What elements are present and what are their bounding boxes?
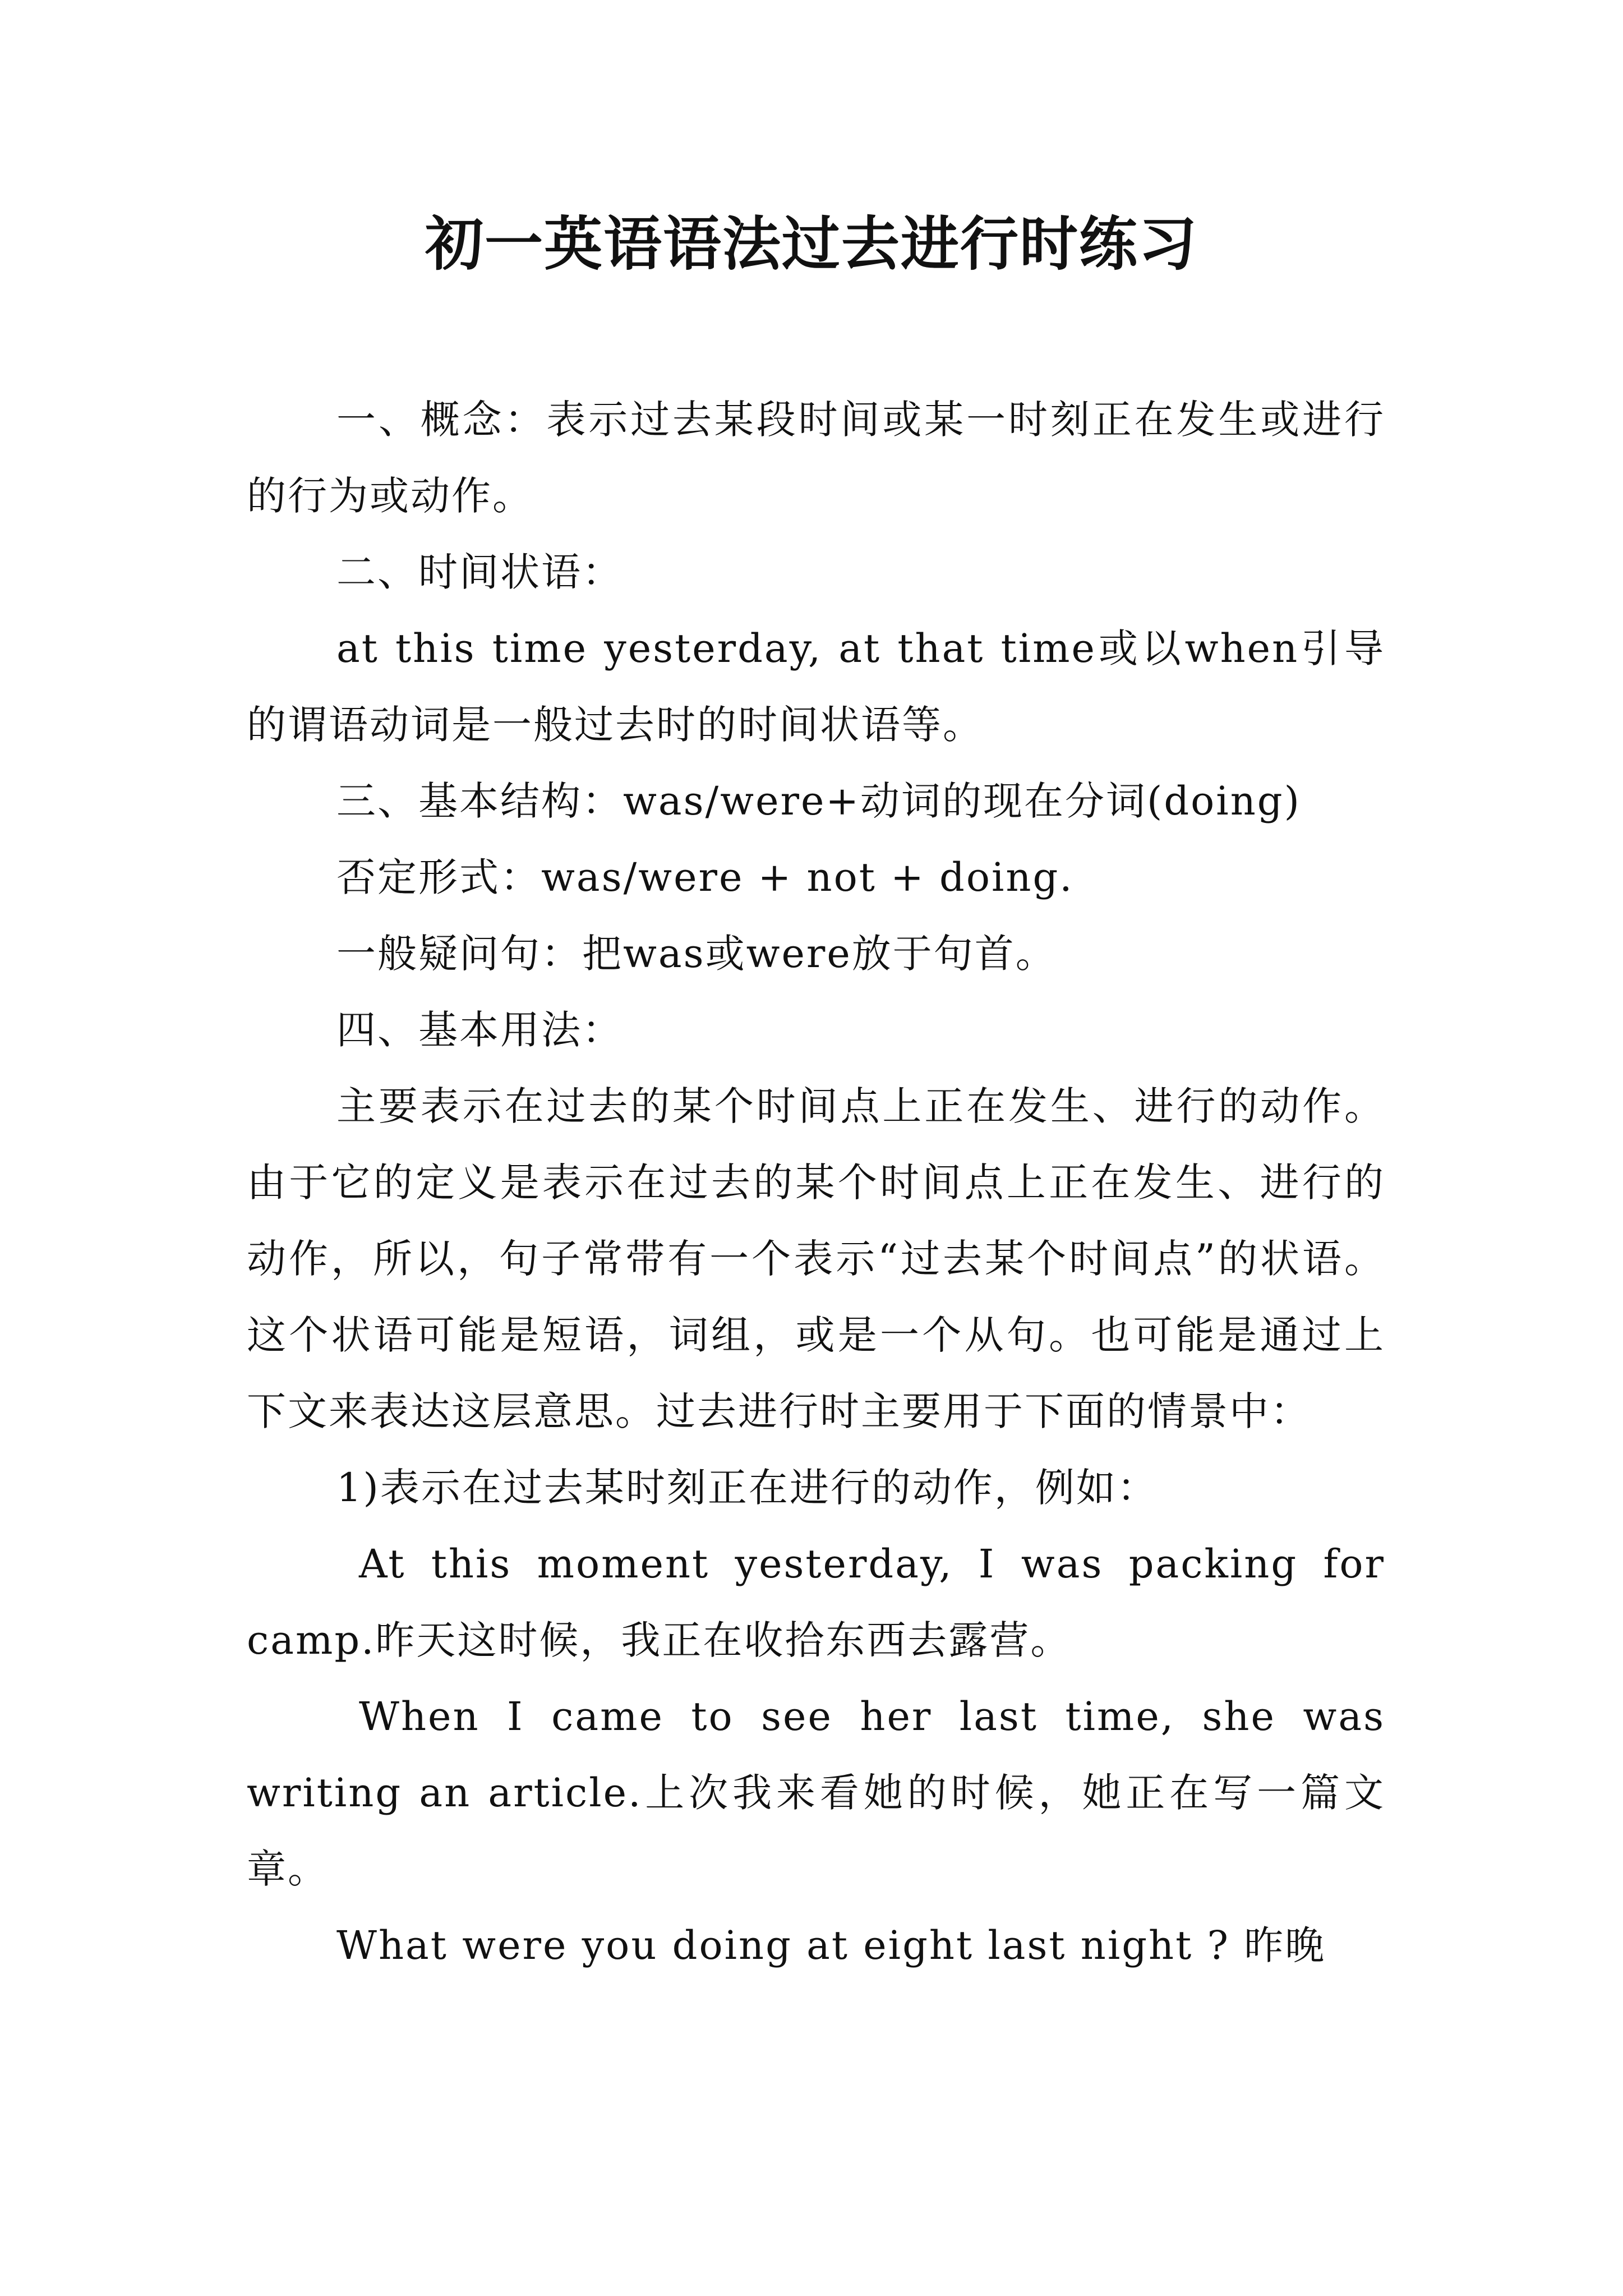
paragraph-usage-1: 1)表示在过去某时刻正在进行的动作，例如： [336,1465,1158,1511]
paragraph-basic-structure: 三、基本结构：was/were+动词的现在分词(doing) [336,778,1301,824]
paragraph-example-1: At this moment yesterday, I was packing for camp.昨天这时候，我正在收拾东西去露营。 [247,1541,1385,1663]
document-title: 初一英语语法过去进行时练习 [425,209,1198,278]
paragraph-concept: 一、概念：表示过去某段时间或某一时刻正在发生或进行的行为或动作。 [247,397,1385,519]
paragraph-usage-explanation: 主要表示在过去的某个时间点上正在发生、进行的动作。由于它的定义是表示在过去的某个时间点上正在发生、进行的动作，所以，句子常带有一个表示“过去某个时间点”的状语。这个状语可能是短语，词组，或是一个从句。也可能是通过上下文来表达这层意思。过去进行时主要用于下面的情景中： [247,1083,1385,1434]
paragraph-time-adverbial: at this time yesterday, at that time或以when引导的谓语动词是一般过去时的时间状语等。 [247,625,1385,748]
paragraph-usage-heading: 四、基本用法： [336,1007,623,1053]
paragraph-negative-form: 否定形式：was/were + not + doing. [336,854,1074,900]
paragraph-example-3: What were you doing at eight last night ? 昨晚 [336,1922,1326,1968]
document-body [247,381,1385,1984]
paragraph-time-adverbial-heading: 二、时间状语： [336,549,623,595]
paragraph-question-form: 一般疑问句：把was或were放于句首。 [336,931,1057,977]
paragraph-example-2: When I came to see her last time, she was writing an article.上次我来看她的时候，她正在写一篇文章。 [247,1694,1385,1892]
